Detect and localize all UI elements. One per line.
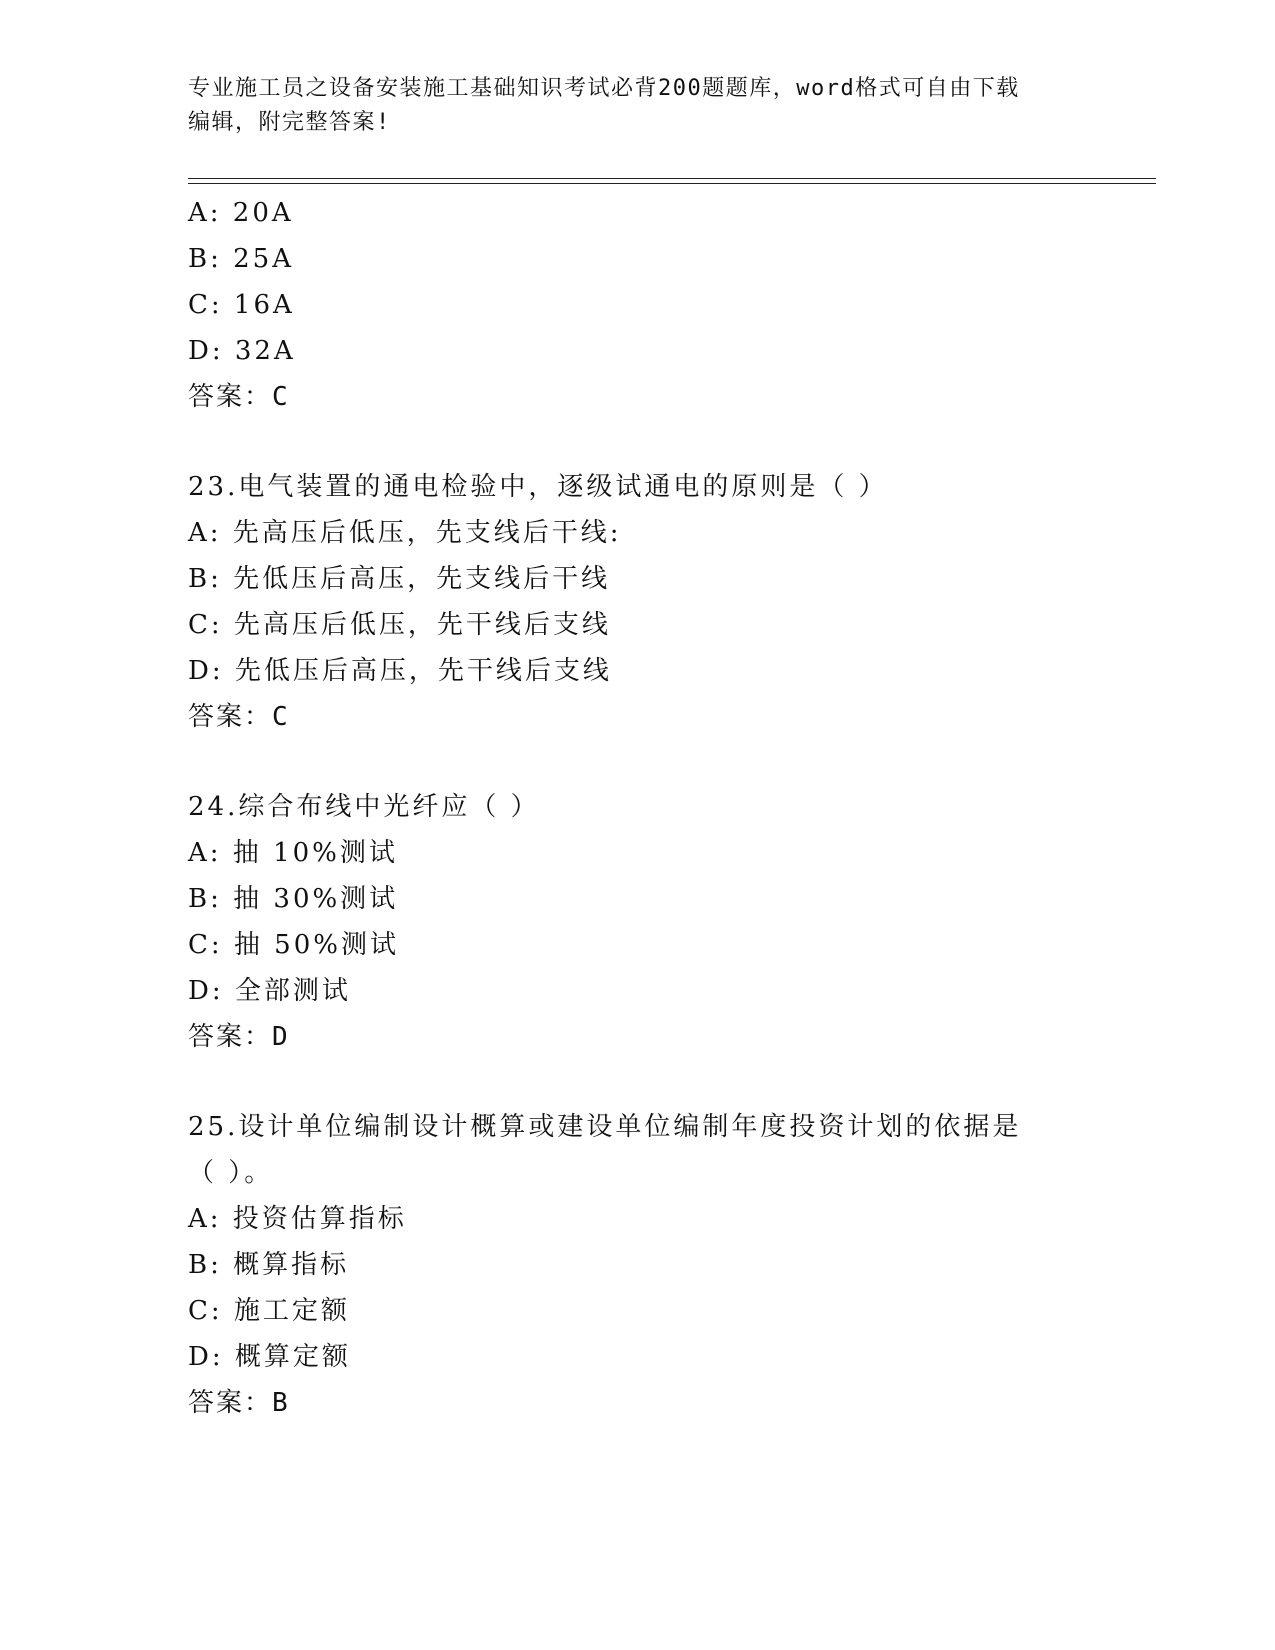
header-line-1: 专业施工员之设备安装施工基础知识考试必背200题题库，word格式可自由下载 xyxy=(188,76,1020,101)
question-text: 23.电气装置的通电检验中，逐级试通电的原则是（ ） xyxy=(188,472,888,502)
document-header xyxy=(188,72,1078,140)
option-b: B: 先低压后高压，先支线后干线 xyxy=(188,564,611,594)
answer: 答案：C xyxy=(188,382,290,412)
option-b: B: 25A xyxy=(188,244,294,274)
option-b: B: 概算指标 xyxy=(188,1250,350,1280)
question-22 xyxy=(188,190,1088,420)
option-a: A: 抽 10%测试 xyxy=(188,838,398,868)
question-list xyxy=(188,190,1088,1426)
option-a: A: 20A xyxy=(188,198,294,228)
option-d: D: 概算定额 xyxy=(188,1342,351,1372)
option-c: C: 抽 50%测试 xyxy=(188,930,399,960)
question-25 xyxy=(188,1104,1088,1426)
option-d: D: 全部测试 xyxy=(188,976,351,1006)
question-24 xyxy=(188,784,1088,1060)
question-text: 24.综合布线中光纤应（ ） xyxy=(188,792,540,822)
header-line-2: 编辑，附完整答案! xyxy=(188,110,391,135)
spacer xyxy=(188,740,1088,784)
answer: 答案：B xyxy=(188,1388,290,1418)
option-c: C: 施工定额 xyxy=(188,1296,350,1326)
answer: 答案：D xyxy=(188,1022,290,1052)
answer: 答案：C xyxy=(188,702,290,732)
option-c: C: 16A xyxy=(188,290,295,320)
question-text: 25.设计单位编制设计概算或建设单位编制年度投资计划的依据是（ ）。 xyxy=(188,1112,1022,1188)
option-a: A: 先高压后低压，先支线后干线: xyxy=(188,518,622,548)
header-rule-bottom xyxy=(188,183,1156,184)
option-d: D: 32A xyxy=(188,336,296,366)
spacer xyxy=(188,1060,1088,1104)
spacer xyxy=(188,420,1088,464)
option-d: D: 先低压后高压，先干线后支线 xyxy=(188,656,612,686)
header-rule-top xyxy=(188,178,1156,179)
option-b: B: 抽 30%测试 xyxy=(188,884,399,914)
option-c: C: 先高压后低压，先干线后支线 xyxy=(188,610,611,640)
question-23 xyxy=(188,464,1088,740)
option-a: A: 投资估算指标 xyxy=(188,1204,407,1234)
